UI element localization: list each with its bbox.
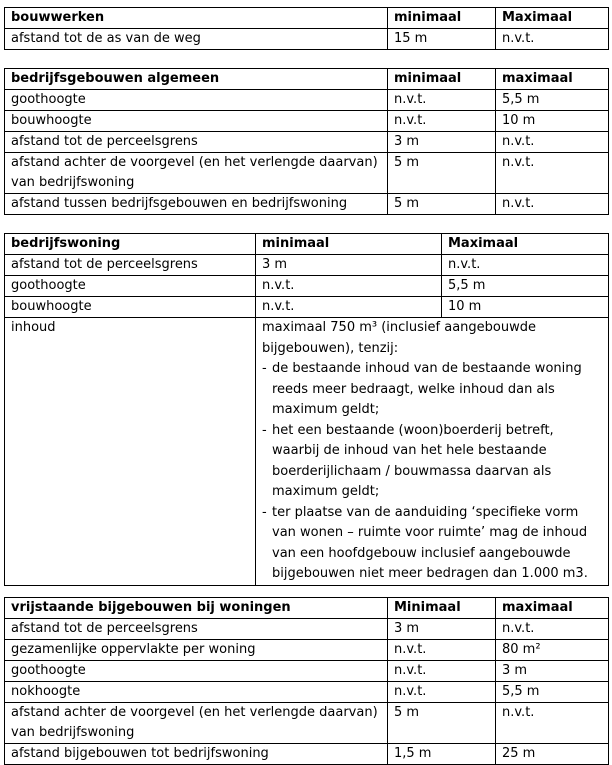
inhoud-intro: maximaal 750 m³ (inclusief aangebouwde bijgebouwen), tenzij: <box>262 320 536 356</box>
table-vrijstaande-bijgebouwen <box>4 597 609 765</box>
table-row <box>5 297 609 318</box>
table-cell: 5 m <box>388 153 496 194</box>
table-cell: afstand achter de voorgevel (en het verlengde daarvan) van bedrijfswoning <box>5 703 388 744</box>
table-row <box>5 194 609 215</box>
column-header: Maximaal <box>442 234 609 255</box>
table-bedrijfsgebouwen <box>4 68 609 215</box>
table-row <box>5 619 609 640</box>
table-row <box>5 255 609 276</box>
table-cell: 10 m <box>496 111 609 132</box>
column-header: minimaal <box>388 8 496 29</box>
column-header: vrijstaande bijgebouwen bij woningen <box>5 598 388 619</box>
table-cell: n.v.t. <box>256 297 442 318</box>
table-cell: afstand bijgebouwen tot bedrijfswoning <box>5 744 388 765</box>
list-item: - de bestaande inhoud van de bestaande woning reeds meer bedraagt, welke inhoud dan als maximum geldt; <box>262 359 602 421</box>
table-row-inhoud <box>5 318 609 586</box>
table-cell: 1,5 m <box>388 744 496 765</box>
table-row <box>5 640 609 661</box>
table-row <box>5 153 609 194</box>
table-bedrijfswoning <box>4 233 609 586</box>
table-cell: 10 m <box>442 297 609 318</box>
table-cell: 5,5 m <box>442 276 609 297</box>
table-cell: 5 m <box>388 703 496 744</box>
table-cell: afstand achter de voorgevel (en het verlengde daarvan) van bedrijfswoning <box>5 153 388 194</box>
column-header: maximaal <box>496 598 609 619</box>
table-cell: 5,5 m <box>496 682 609 703</box>
table-cell: n.v.t. <box>496 194 609 215</box>
table-cell: afstand tot de perceelsgrens <box>5 255 256 276</box>
table-cell: 15 m <box>388 29 496 50</box>
column-header: minimaal <box>388 69 496 90</box>
column-header: Maximaal <box>496 8 609 29</box>
table-cell: bouwhoogte <box>5 297 256 318</box>
list-item: - het een bestaande (woon)boerderij betreft, waarbij de inhoud van het hele bestaande boerderijlichaam / bouwmassa daarvan als maximum geldt; <box>262 421 602 503</box>
table-cell: n.v.t. <box>388 90 496 111</box>
table-cell: n.v.t. <box>496 619 609 640</box>
table-row <box>5 661 609 682</box>
table-bouwwerken <box>4 7 609 50</box>
table-cell: gezamenlijke oppervlakte per woning <box>5 640 388 661</box>
table-row <box>5 90 609 111</box>
table-header-row <box>5 598 609 619</box>
table-cell: afstand tussen bedrijfsgebouwen en bedrijfswoning <box>5 194 388 215</box>
table-cell: n.v.t. <box>496 132 609 153</box>
table-cell: afstand tot de as van de weg <box>5 29 388 50</box>
table-cell: inhoud <box>5 318 256 586</box>
table-cell: 5,5 m <box>496 90 609 111</box>
inhoud-conditions-list <box>262 359 602 585</box>
table-cell: n.v.t. <box>388 640 496 661</box>
table-cell: nokhoogte <box>5 682 388 703</box>
table-cell: 80 m² <box>496 640 609 661</box>
table-cell: n.v.t. <box>442 255 609 276</box>
table-cell: 3 m <box>496 661 609 682</box>
table-cell: goothoogte <box>5 661 388 682</box>
table-cell: 25 m <box>496 744 609 765</box>
table-cell: n.v.t. <box>388 661 496 682</box>
table-header-row <box>5 234 609 255</box>
table-header-row <box>5 8 609 29</box>
table-cell: 5 m <box>388 194 496 215</box>
column-header: bedrijfsgebouwen algemeen <box>5 69 388 90</box>
table-row <box>5 111 609 132</box>
table-row <box>5 132 609 153</box>
table-cell: 3 m <box>256 255 442 276</box>
table-row <box>5 703 609 744</box>
table-cell: n.v.t. <box>496 153 609 194</box>
table-cell: n.v.t. <box>256 276 442 297</box>
column-header: minimaal <box>256 234 442 255</box>
table-cell: bouwhoogte <box>5 111 388 132</box>
table-cell: 3 m <box>388 132 496 153</box>
column-header: Minimaal <box>388 598 496 619</box>
table-row <box>5 744 609 765</box>
list-item: - ter plaatse van de aanduiding ‘specifieke vorm van wonen – ruimte voor ruimte’ mag de inhoud van een hoofdgebouw inclusief aangebouwde bijgebouwen niet meer bedragen dan 1.000 m3. <box>262 503 602 585</box>
table-row <box>5 682 609 703</box>
table-row <box>5 276 609 297</box>
table-cell: n.v.t. <box>388 111 496 132</box>
column-header: maximaal <box>496 69 609 90</box>
column-header: bedrijfswoning <box>5 234 256 255</box>
table-cell: goothoogte <box>5 90 388 111</box>
table-row <box>5 29 609 50</box>
table-cell: 3 m <box>388 619 496 640</box>
table-header-row <box>5 69 609 90</box>
inhoud-description <box>256 318 609 586</box>
table-cell: afstand tot de perceelsgrens <box>5 132 388 153</box>
table-cell: afstand tot de perceelsgrens <box>5 619 388 640</box>
column-header: bouwwerken <box>5 8 388 29</box>
table-cell: n.v.t. <box>496 703 609 744</box>
table-cell: n.v.t. <box>496 29 609 50</box>
table-cell: goothoogte <box>5 276 256 297</box>
table-cell: n.v.t. <box>388 682 496 703</box>
